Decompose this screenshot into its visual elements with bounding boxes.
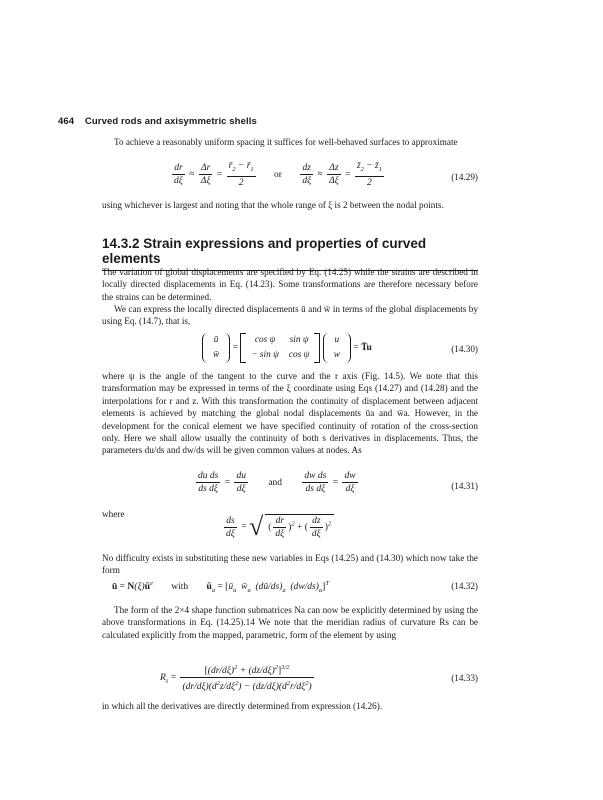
paragraph-6: No difficulty exists in substituting these new variables in Eqs (14.25) and (14.30) which now take the form	[102, 553, 478, 576]
or-label: or	[274, 169, 282, 180]
paragraph-7: The form of the 2×4 shape function submatrices Na can now be explicitly determined by using the above transformations in Eq. (14.25).14 We note that the meridian radius of curvature Rs can be calculated explicitly from the mapped, parametric, form of the element by using	[102, 605, 478, 640]
paragraph-5: where ψ is the angle of the tangent to the curve and the r axis (Fig. 14.5). We note that this transformation may be expressed in terms of the ξ coordinate using Eqs (14.27) and (14.28) and the interpolations for r and z. With this transformation the continuity of displacement between adjacent elements is achieved by matching the global nodal displacements ūa and w̄a. However, in the development for the conical element we have specified continuity of rotation of the cross-section only. Here we shall allow usually the continuity of both s derivatives in displacements. Thus, the parameters du/ds and dw/ds will be given common values at nodes. As	[102, 371, 478, 456]
paragraph-4: We can express the locally directed displacements ū and w̄ in terms of the global displacements by using Eq. (14.7), that is,	[102, 304, 478, 327]
equation-ds-dxi: $\frac{ds}{d\xi}$ = √ ( $\frac{dr}{d\xi}$ )$^2$ + ( $\frac{dz}{d\xi}$ )$^2$	[102, 514, 478, 550]
where-label: where	[102, 509, 125, 519]
with-label: with	[171, 582, 189, 593]
equation-number: (14.29)	[451, 172, 478, 182]
equation-14-31: $\frac{\text{du ds}}{\text{ds dξ}}$ = $\frac{du}{d\xi}$ and $\frac{\text{dw ds}}{\text{ds dξ}}$ = $\frac{dw}{d\xi}$ (14.31)	[198, 471, 478, 494]
equation-14-29: $\frac{dr}{d\xi}$ ≈ $\frac{\Delta r}{\Delta\xi}$ = $\frac{r̄_2 - r̄_1}{2}$ or $\frac{dz}{d\xi}$ ≈ $\frac{\Delta z}{\Delta\xi}$ = $\frac{z̄_2 - z̄_1}{2}$ (14.29)	[174, 161, 478, 188]
paragraph-2: using whichever is largest and noting that the whole range of ξ is 2 between the nodal points.	[102, 200, 444, 210]
equation-14-33: $R_s$ = $\frac{[(dr/d\xi)^2 + (dz/d\xi)^2]^{3/2}}{(dr/d\xi)(d^2z/d\xi^2) - (dz/d\xi)(d^2r/d\xi^2)}$ (14.33)	[160, 664, 478, 693]
equation-number: (14.31)	[451, 481, 478, 491]
equation-14-32: ū = $N(\xi)ũ^e$ with $ũ_a$ = [$ū_a$ $w̄_a$ $(dū/ds)_a$ $(dw/ds)_a]^T$ (14.32)	[112, 580, 478, 595]
running-header	[58, 116, 257, 127]
equation-14-30: ū w̄ = cos ψ sin ψ − sin ψ cos ψ u w = T̄u (14.30)	[102, 333, 478, 367]
and-label: and	[268, 477, 283, 488]
page-number: 464	[58, 116, 75, 127]
paragraph-8: in which all the derivatives are directly determined from expression (14.26).	[102, 701, 383, 711]
equation-number: (14.33)	[451, 673, 478, 683]
paragraph-1: To achieve a reasonably uniform spacing it suffices for well-behaved surfaces to approximate	[114, 137, 458, 147]
equation-number: (14.32)	[451, 581, 478, 591]
running-title: Curved rods and axisymmetric shells	[84, 116, 257, 127]
section-title: 14.3.2 Strain expressions and properties of curved elements	[102, 236, 478, 271]
paragraph-3: The variation of global displacements are specified by Eq. (14.25) while the strains are described in locally directed displacements in Eq. (14.23). Some transformations are therefore necessary before the strains can be determined.	[102, 267, 478, 302]
equation-number: (14.30)	[451, 344, 478, 354]
